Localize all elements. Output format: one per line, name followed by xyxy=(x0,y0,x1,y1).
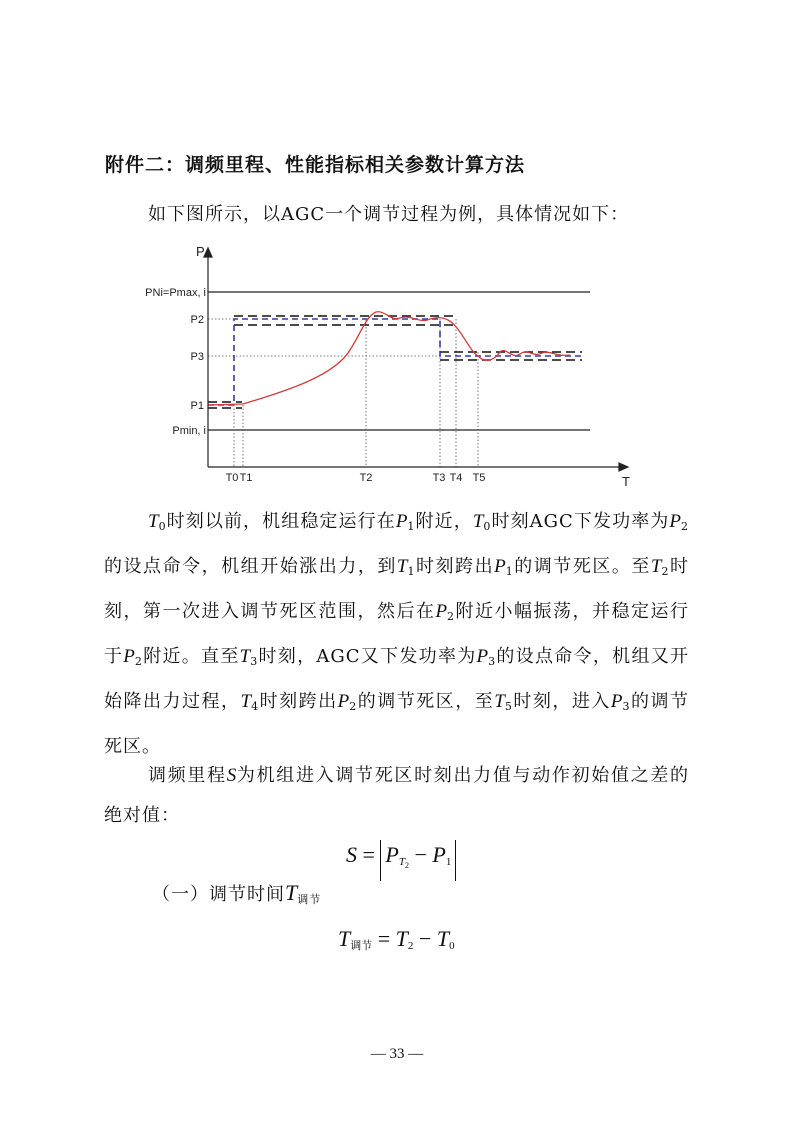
y-tick-labels xyxy=(145,287,206,437)
xtick-t4: T4 xyxy=(449,472,463,484)
setpoint-command-line xyxy=(208,319,582,405)
agc-regulation-chart xyxy=(130,240,640,492)
process-description-paragraph: $T_0$时刻以前，机组稳定运行在$P_1$附近，$T_0$时刻AGC下发功率为$P_2$的设点命令，机组开始涨出力，到$T_1$时刻跨出$P_1$的调节死区。至$T_2$时刻，第一次进入调节死区范围，然后在$P_2$附近小幅振荡，并稳定运行于$P_2$附近。直至$T_3$时刻，AGC又下发功率为$P_3$的设点命令，机组又开始降出力过程，$T_4$时刻跨出$P_2$的调节死区，至$T_5$时刻，进入$P_3$的调节死区。 xyxy=(104,511,690,757)
page-number: — 33 — xyxy=(370,1046,424,1062)
regulation-time-heading: （一）调节时间$T_{调节}$ xyxy=(152,880,322,906)
ytick-p2: P2 xyxy=(190,314,204,326)
ytick-pmin: Pmin, i xyxy=(172,425,206,437)
appendix-heading: 附件二：调频里程、性能指标相关参数计算方法 xyxy=(105,154,526,176)
xtick-t2: T2 xyxy=(359,472,373,484)
xtick-t5: T5 xyxy=(472,472,486,484)
mileage-definition-paragraph: 调频里程S为机组进入调节死区时刻出力值与动作初始值之差的绝对值： xyxy=(104,765,690,826)
y-axis-arrow-icon xyxy=(204,248,212,257)
ytick-p3: P3 xyxy=(190,351,204,363)
regulation-time-equation: $T_{调节} = T_2 - T_0$ xyxy=(338,926,455,952)
xtick-t0: T0 xyxy=(225,472,239,484)
x-axis-label: T xyxy=(622,474,630,489)
x-axis-arrow-icon xyxy=(619,463,628,471)
xtick-t1: T1 xyxy=(239,472,253,484)
mileage-equation: $S = P_{T_2} - P_1$ xyxy=(346,840,456,881)
x-tick-labels xyxy=(226,472,486,484)
intro-paragraph: 如下图所示，以AGC一个调节过程为例，具体情况如下： xyxy=(148,204,630,225)
ytick-p1: P1 xyxy=(190,400,204,412)
ytick-pmax: PNi=Pmax, i xyxy=(145,287,206,299)
dead-band-lines xyxy=(208,316,582,408)
xtick-t3: T3 xyxy=(432,472,446,484)
y-axis-label: P xyxy=(196,244,205,259)
axes xyxy=(204,248,628,471)
